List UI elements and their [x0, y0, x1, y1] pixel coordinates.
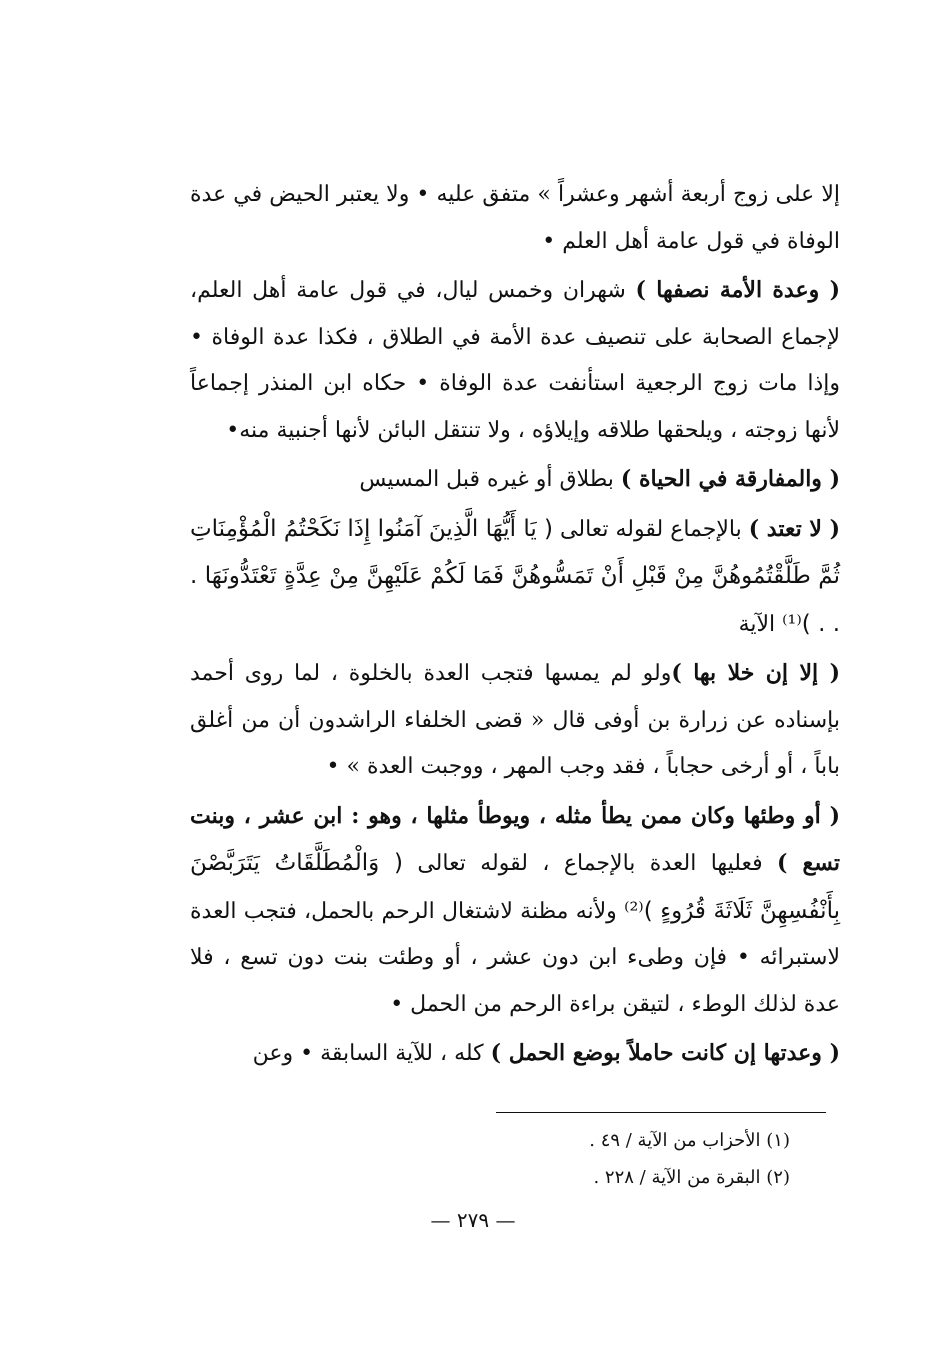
footnote-divider	[496, 1112, 826, 1113]
footnote-2: (٢) البقرة من الآية / ٢٢٨ .	[593, 1167, 790, 1188]
paragraph-3	[190, 456, 840, 504]
footnotes	[490, 1122, 790, 1196]
paragraph-4-after: ⁽¹⁾ الآية	[738, 611, 802, 637]
paragraph-5-text: ولو لم يمسها فتجب العدة بالخلوة ، لما روى أحمد بإسناده عن زرارة بن أوفى قال « قضى الخلفاء الراشدون أن من أغلق باباً ، أو أرخى حجاباً ، فقد وجب المهر ، ووجبت العدة » •	[190, 661, 840, 779]
paragraph-2	[190, 267, 840, 454]
paragraph-3-text: بطلاق أو غيره قبل المسيس	[359, 467, 621, 492]
term-slave-iddah: ( وعدة الأمة نصفها )	[635, 277, 840, 303]
paragraph-4-text: بالإجماع لقوله تعالى	[553, 516, 749, 542]
paragraph-6-text: فعليها العدة بالإجماع ، لقوله تعالى	[402, 851, 778, 876]
paragraph-5	[190, 650, 840, 791]
quran-verse-baqarah: ( وَالْمُطَلَّقَاتُ يَتَرَبَّصْنَ بِأَنْفُسِهِنَّ ثَلَاثَةَ قُرُوءٍ )	[190, 850, 840, 924]
quran-verse-ahzab: ( يَا أَيُّهَا الَّذِينَ آمَنُوا إِذَا نَكَحْتُمُ الْمُؤْمِنَاتِ ثُمَّ طَلَّقْتُمُوهُنَّ مِنْ قَبْلِ أَنْ تَمَسُّوهُنَّ فَمَا لَكُمْ عَلَيْهِنَّ مِنْ عِدَّةٍ تَعْتَدُّونَهَا . . . )	[190, 515, 840, 637]
paragraph-7	[190, 1030, 840, 1078]
paragraph-1	[190, 172, 840, 265]
term-intercourse: ( أو وطئها وكان ممن يطأ مثله ، ويوطأ مثلها ، وهو : ابن عشر ، وبنت تسع )	[190, 802, 840, 876]
term-no-iddah: ( لا تعتد )	[748, 515, 841, 542]
paragraph-6-after: ⁽²⁾ ولأنه مظنة لاشتغال الرحم بالحمل، فتجب العدة لاستبرائه • فإن وطىء ابن دون عشر ، أو وطئت بنت دون تسع ، فلا عدة لذلك الوطء ، لتيقن براءة الرحم من الحمل •	[190, 898, 840, 1017]
paragraph-6	[190, 793, 840, 1029]
paragraph-2-text: شهران وخمس ليال، في قول عامة أهل العلم، لإجماع الصحابة على تنصيف عدة الأمة في الطلاق ، فكذا عدة الوفاة • وإذا مات زوج الرجعية استأنفت عدة الوفاة • حكاه ابن المنذر إجماعاً لأنها زوجته ، ويلحقها طلاقه وإيلاؤه ، ولا تنتقل البائن لأنها أجنبية منه•	[190, 278, 840, 443]
term-seclusion: ( إلا إن خلا بها )	[671, 660, 840, 686]
paragraph-4	[190, 506, 840, 649]
body-text	[190, 172, 840, 1078]
term-separated-in-life: ( والمفارقة في الحياة )	[620, 466, 840, 492]
paragraph-7-text: كله ، للآية السابقة • وعن	[252, 1041, 491, 1066]
page-number: — ٢٧٩ —	[430, 1208, 516, 1232]
paragraph-1-text: إلا على زوج أربعة أشهر وعشراً » متفق عليه • ولا يعتبر الحيض في عدة الوفاة في قول عامة أهل العلم •	[190, 182, 840, 254]
footnote-1: (١) الأحزاب من الآية / ٤٩ .	[589, 1130, 790, 1151]
term-pregnant-iddah: ( وعدتها إن كانت حاملاً بوضع الحمل )	[490, 1040, 840, 1066]
